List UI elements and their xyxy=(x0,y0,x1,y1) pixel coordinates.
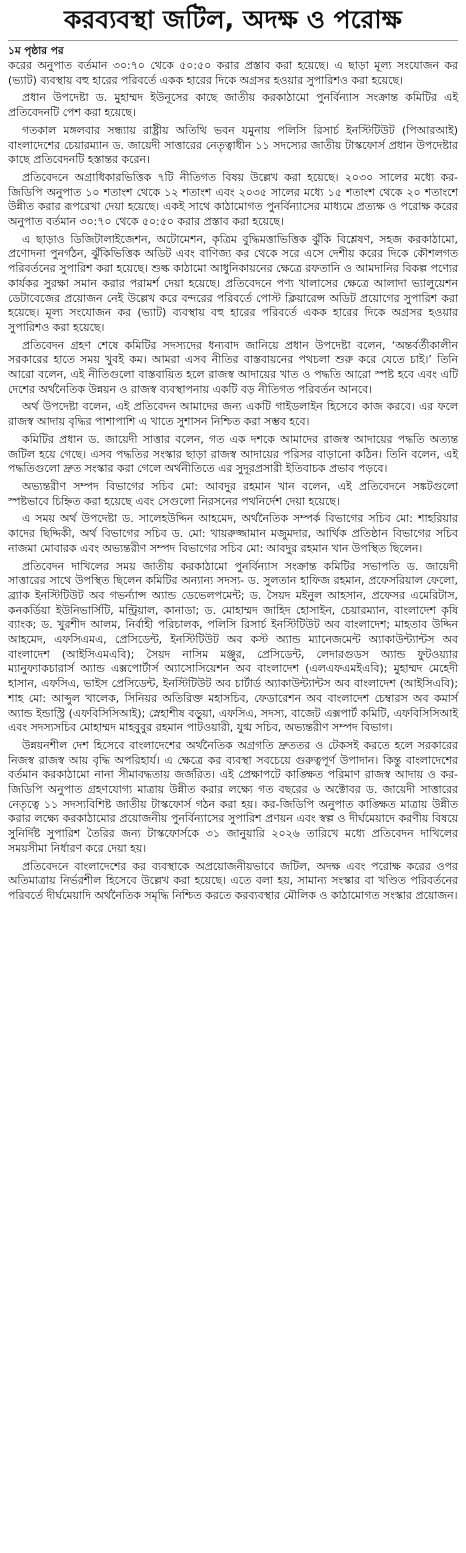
paragraph: প্রতিবেদন দাখিলের সময় জাতীয় করকাঠামো পুনর্বিন্যাস সংক্রান্ত কমিটির সভাপতি ড. জায়েদী সাত্তারের সাথে উপস্থিত ছিলেন কমিটির অন্যান্য সদস্য- ড. সুলতান হাফিজ রহমান, প্রফেসরিয়াল ফেলো, ব্র্যাক ইনস্টিটিউট অব গভর্ন্যান্স অ্যান্ড ডেভেলপমেন্ট; ড. সৈয়দ মইনুল আহসান, প্রফেসর এমেরিটাস, কনকর্ডিয়া ইউনিভার্সিটি, মন্ট্রিয়াল, কানাডা; ড. মোহাম্মদ জাহিদ হোসাইন, চেয়ারম্যান, বাংলাদেশ কৃষি ব্যাংক; ড. খুরশীদ আলম, নির্বাহী পরিচালক, পলিসি রিসার্চ ইনস্টিটিউট অব বাংলাদেশ; মাহতাব উদ্দিন আহমেদ, এফসিএমএ, প্রেসিডেন্ট, ইনস্টিটিউট অব কস্ট অ্যান্ড ম্যানেজমেন্ট অ্যাকাউন্ট্যান্টস অব বাংলাদেশ (আইসিএমএবি); সৈয়দ নাসিম মঞ্জুর, প্রেসিডেন্ট, লেদারগুডস অ্যান্ড ফুটওয়্যার ম্যানুফ্যাকচারার্স অ্যান্ড এক্সপোর্টার্স অ্যাসোসিয়েশন অব বাংলাদেশ (এলএফএমইএবি); মুহাম্মদ মেহেদী হাসান, এফসিএ, ভাইস প্রেসিডেন্ট, ইনস্টিটিউট অব চার্টার্ড অ্যাকাউন্ট্যান্টস অব বাংলাদেশ (আইসিএবি); শাহ মো: আব্দুল খালেক, সিনিয়র অতিরিক্ত মহাসচিব, ফেডারেশন অব বাংলাদেশ চেম্বারস অব কমার্স অ্যান্ড ইন্ডাস্ট্রি (এফবিসিসিআই); স্নেহাশীষ বড়ুয়া, এফসিএ, সদস্য, বাজেট এক্সপার্ট কমিটি, এফবিসিসিআই এবং সদস্যসচিব মোহাম্মদ মাহবুবুর রহমান পাটওয়ারী, যুগ্ম সচিব, অভ্যন্তরীণ সম্পদ বিভাগ। xyxy=(8,559,458,735)
paragraph: প্রতিবেদন গ্রহণ শেষে কমিটির সদস্যদের ধন্যবাদ জানিয়ে প্রধান উপদেষ্টা বলেন, ‘অন্তর্বর্তীকালীন সরকারের হাতে সময় খুবই কম। আমরা এসব নীতির বাস্তবায়নের পথচলা শুরু করে যেতে চাই।’ তিনি আরো বলেন, এই নীতিগুলো বাস্তবায়িত হলে রাজস্ব আদায়ের খাত ও পদ্ধতি আরো স্পষ্ট হবে এবং এটি দেশের অর্থনৈতিক উন্নয়ন ও রাজস্ব ব্যবস্থাপনায় একটি বড় নীতিগত পরিবর্তন আনবে। xyxy=(8,338,458,396)
paragraph: উন্নয়নশীল দেশ হিসেবে বাংলাদেশের অর্থনৈতিক অগ্রগতি দ্রুততর ও টেকসই করতে হলে সরকারের নিজস্ব রাজস্ব আয় বৃদ্ধি অপরিহার্য। এ ক্ষেত্রে কর ব্যবস্থা সবচেয়ে গুরুত্বপূর্ণ উপাদান। কিন্তু বাংলাদেশের বর্তমান করকাঠামো নানা সীমাবদ্ধতায় জর্জরিত। এই প্রেক্ষাপটে কাঙ্ক্ষিত পরিমাণ রাজস্ব আদায় ও কর-জিডিপি অনুপাত গ্রহণযোগ্য মাত্রায় উন্নীত করার লক্ষ্যে গত বছরের ৬ অক্টোবর ড. জায়েদী সাত্তারের নেতৃত্বে ১১ সদস্যবিশিষ্ট জাতীয় টাস্কফোর্স গঠন করা হয়। কর-জিডিপি অনুপাত কাঙ্ক্ষিত মাত্রায় উন্নীত করার লক্ষ্যে করকাঠামোর প্রয়োজনীয় পুনর্বিন্যাসের সুপারিশ প্রণয়ন এবং স্বল্প ও দীর্ঘমেয়াদে করণীয় বিষয়ে সুনির্দিষ্ট সুপারিশ তৈরির জন্য টাস্কফোর্সকে ৩১ জানুয়ারি ২০২৬ তারিখে মধ্যে প্রতিবেদন দাখিলের সময়সীমা নির্ধারণ করে দেয়া হয়। xyxy=(8,738,458,855)
paragraph: প্রতিবেদনে অগ্রাধিকারভিত্তিক ৭টি নীতিগত বিষয় উল্লেখ করা হয়েছে। ২০৩০ সালের মধ্যে কর-জিডিপি অনুপাত ১০ শতাংশ থেকে ১২ শতাংশ এবং ২০৩৫ সালের মধ্যে ১৫ শতাংশ থেকে ২০ শতাংশে উন্নীত করার রূপরেখা দেয়া হয়েছে। একই সাথে কাঠামোগত পুনর্বিন্যাসের মাধ্যমে প্রত্যক্ষ ও পরোক্ষ করের অনুপাত বর্তমান ৩০:৭০ থেকে ৫০:৫০ করার প্রস্তাব করা হয়েছে। xyxy=(8,170,458,229)
continued-from-label: ১ম পৃষ্ঠার পর xyxy=(8,45,64,57)
paragraph: অর্থ উপদেষ্টা বলেন, এই প্রতিবেদন আমাদের জন্য একটি গাইডলাইন হিসেবে কাজ করবে। এর ফলে রাজস্ব আদায় বৃদ্ধির পাশাপাশি এ খাতে সুশাসন নিশ্চিত করা সম্ভব হবে। xyxy=(8,400,458,429)
paragraph: করের অনুপাত বর্তমান ৩০:৭০ থেকে ৫০:৫০ করার প্রস্তাব করা হয়েছে। এ ছাড়া মূল্য সংযোজন কর (ভ্যাট) ব্যবস্থায় বহু হারের পরিবর্তে একক হারের দিকে অগ্রসর হওয়ার সুপারিশও করা হয়েছে। xyxy=(8,59,458,87)
headline: করব্যবস্থা জটিল, অদক্ষ ও পরোক্ষ xyxy=(64,5,402,34)
paragraph: প্রধান উপদেষ্টা ড. মুহাম্মদ ইউনূসের কাছে জাতীয় করকাঠামো পুনর্বিন্যাস সংক্রান্ত কমিটির এই প্রতিবেদনটি পেশ করা হয়েছে। xyxy=(8,91,458,120)
paragraph: কমিটির প্রধান ড. জায়েদী সাত্তার বলেন, গত এক দশকে আমাদের রাজস্ব আদায়ের পদ্ধতি অত্যন্ত জটিল হয়ে গেছে। এসব পদ্ধতির সংস্কার ছাড়া রাজস্ব আদায়ের পরিসর বাড়ানো কঠিন। তিনি বলেন, এই পদ্ধতিগুলো দ্রুত সংস্কার করা গেলে অর্থনীতিতে এর সুদূরপ্রসারী ইতিবাচক প্রভাব পড়বে। xyxy=(8,432,458,476)
paragraph: এ সময় অর্থ উপদেষ্টা ড. সালেহউদ্দিন আহমেদ, অর্থনৈতিক সম্পর্ক বিভাগের সচিব মো: শাহরিয়ার কাদের ছিদ্দিকী, অর্থ বিভাগের সচিব ড. মো: খায়রুজ্জামান মজুমদার, আর্থিক প্রতিষ্ঠান বিভাগের সচিব নাজমা মোবারক এবং অভ্যন্তরীণ সম্পদ বিভাগের সচিব মো: আবদুর রহমান খান উপস্থিত ছিলেন। xyxy=(8,512,458,555)
paragraph: অভ্যন্তরীণ সম্পদ বিভাগের সচিব মো: আবদুর রহমান খান বলেন, এই প্রতিবেদনে সঙ্কটগুলো স্পষ্টভাবে চিহ্নিত করা হয়েছে এবং সেগুলো নিরসনের পথনির্দেশ দেয়া হয়েছে। xyxy=(8,479,458,508)
paragraph: প্রতিবেদনে বাংলাদেশের কর ব্যবস্থাকে অপ্রয়োজনীয়ভাবে জটিল, অদক্ষ এবং পরোক্ষ করের ওপর অতিমাত্রায় নির্ভরশীল হিসেবে উল্লেখ করা হয়েছে। এতে বলা হয়, সামান্য সংস্কার বা খণ্ডিত পরিবর্তনের পরিবর্তে দীর্ঘমেয়াদি অর্থনৈতিক সমৃদ্ধি নিশ্চিত করতে করব্যবস্থার মৌলিক ও কাঠামোগত সংস্কার প্রয়োজন। xyxy=(8,859,458,902)
paragraph: এ ছাড়াও ডিজিটালাইজেশন, অটোমেশন, কৃত্রিম বুদ্ধিমত্তাভিত্তিক ঝুঁকি বিশ্লেষণ, সহজ করকাঠামো, প্রণোদনা পুনর্গঠন, ঝুঁকিভিত্তিক অডিট এবং বাণিজ্য কর থেকে সরে এসে দেশীয় করের দিকে কৌশলগত পরিবর্তনের সুপারিশ করা হয়েছে। শুল্ক কাঠামো আধুনিকায়নের ক্ষেত্রে রফতানি ও আমদানির বিকল্প পণ্যের কার্যকর সুরক্ষা সমান করার পরামর্শ দেয়া হয়েছে। প্রতিবেদনে পণ্য খালাসের ক্ষেত্রে আলাদা ভ্যালুয়েশন ডেটাবেজের প্রয়োজন নেই উল্লেখ করে বন্দরের পরিবর্তে পোস্ট ক্লিয়ারেন্স অডিট প্রয়োগের সুপারিশ করা হয়েছে। মূল্য সংযোজন কর (ভ্যাট) ব্যবস্থায় বহু হারের পরিবর্তে একক হারের দিকে অগ্রসর হওয়ার সুপারিশও করা হয়েছে। xyxy=(8,232,458,334)
paragraph: গতকাল মঙ্গলবার সন্ধ্যায় রাষ্ট্রীয় অতিথি ভবন যমুনায় পলিসি রিসার্চ ইনস্টিটিউট (পিআরআই) বাংলাদেশের চেয়ারম্যান ড. জায়েদী সাত্তারের নেতৃত্বাধীন ১১ সদস্যের জাতীয় টাস্কফোর্স প্রধান উপদেষ্টার কাছে প্রতিবেদনটি হস্তান্তর করেন। xyxy=(8,123,458,167)
article-body xyxy=(8,59,458,904)
headline-divider xyxy=(8,40,458,41)
